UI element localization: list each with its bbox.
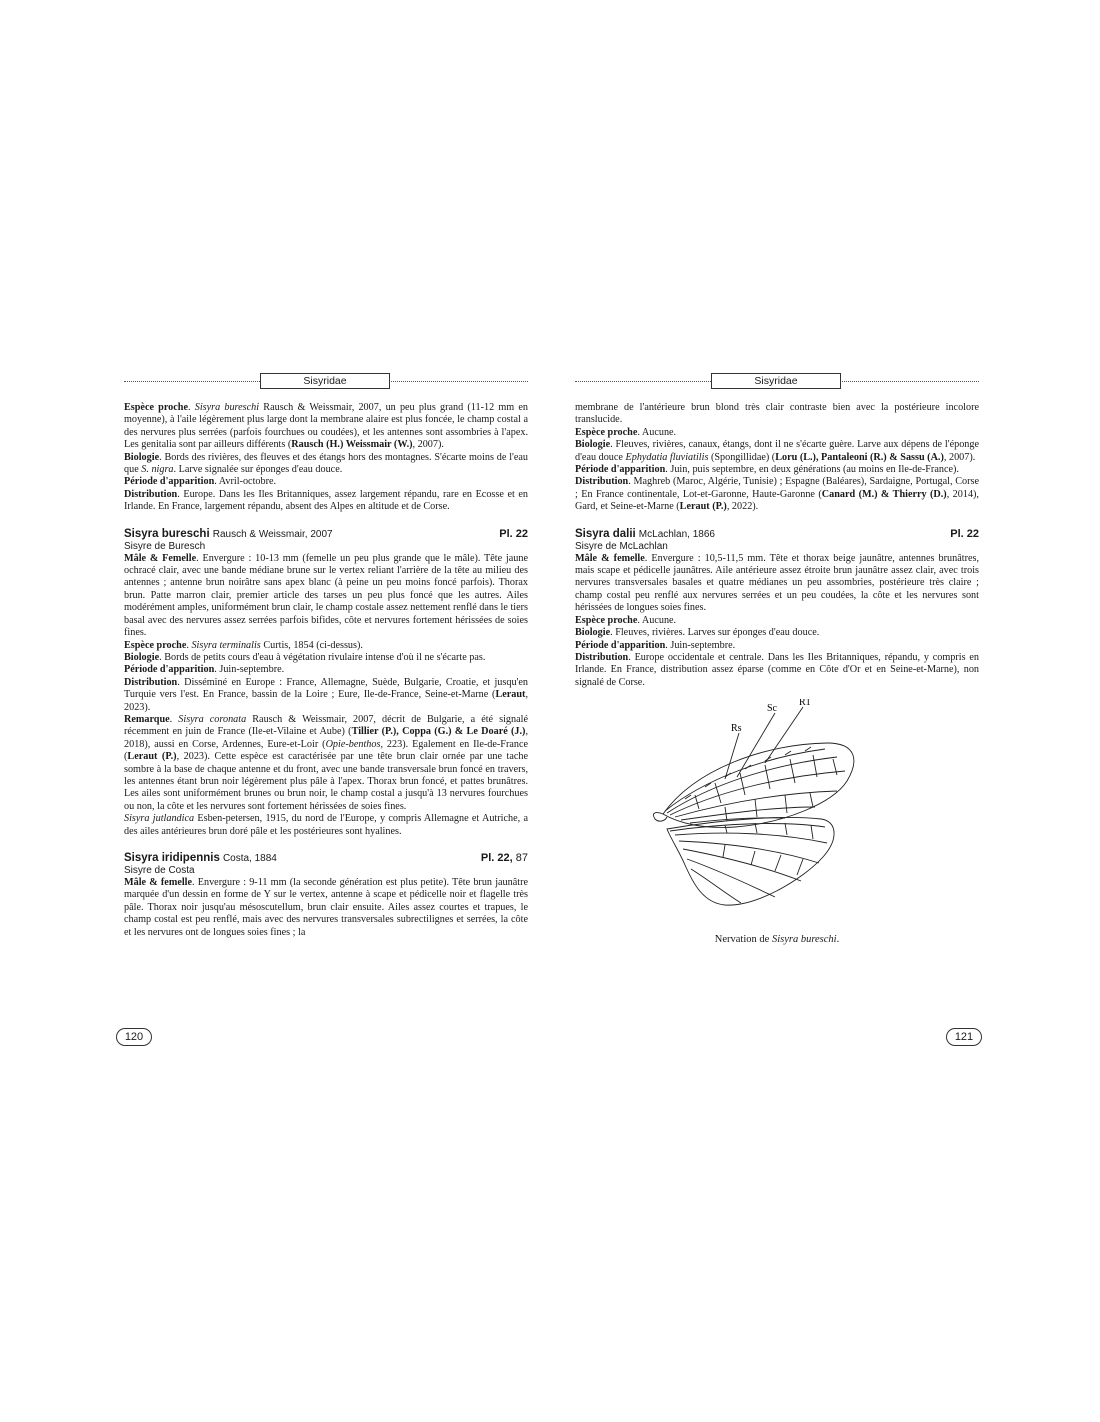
paragraph <box>124 664 528 676</box>
paragraph-text: . Maghreb (Maroc, Algérie, Tunisie) ; Espagne (Baléares), Sardaigne, Portugal, Corse ; En France continentale, Lot-et-Garonne, Haute-Garonne (Canard (M.) & Thierry (D.), 2014), Gard, et Seine-et-Marne (Leraut (P.), 2022). <box>575 476 979 513</box>
species-heading <box>124 528 528 541</box>
caption-species: Sisyra bureschi <box>771 934 837 946</box>
paragraph-text: . Fleuves, rivières. Larves sur éponges d'eau douce. <box>610 627 820 639</box>
paragraph-label: Période d'apparition <box>124 476 215 488</box>
page-number-left: 120 <box>116 1028 152 1046</box>
paragraph-text: Sisyra jutlandica Esben-petersen, 1915, du nord de l'Europe, y compris Allemagne et Autriche, a des ailes antérieures brun doré pâle et les postérieures sont hyalines. <box>124 813 528 837</box>
species-author: Costa, 1884 <box>222 853 277 864</box>
species-author: Rausch & Weissmair, 2007 <box>212 528 333 540</box>
paragraph-text: membrane de l'antérieure brun blond très clair contraste bien avec la postérieure incolore translucide. <box>575 402 979 426</box>
paragraph <box>124 489 528 514</box>
paragraph-text: . Aucune. <box>637 614 677 626</box>
intro-section <box>124 402 528 514</box>
paragraph-text: . Europe. Dans les Iles Britanniques, assez largement répandu, rare en Ecosse et en Irlande. En France, largement répandu, absent des Alpes en altitude et de Corse. <box>124 488 528 513</box>
species-author: McLachlan, 1866 <box>638 528 715 540</box>
paragraph <box>124 402 528 452</box>
paragraph <box>124 452 528 477</box>
paragraph <box>575 553 979 615</box>
paragraph-text: . Bords des rivières, des fleuves et des étangs hors des montagnes. S'écarte moins de l'eau que S. nigra. Larve signalée sur éponges d'eau douce. <box>124 451 528 476</box>
paragraph-label: Espèce proche <box>575 426 638 438</box>
paragraph <box>575 464 979 476</box>
page-number-right: 121 <box>946 1028 982 1046</box>
paragraph <box>575 427 979 439</box>
paragraph-text: . Envergure : 9-11 mm (la seconde génération est plus petite). Tête brun jaunâtre marquée d'un dessin en forme de Y sur le vertex, antenne à scape et pédicelle noir et flagelle très pâle. Thorax noir jusqu'au mésoscutellum, brun clair ensuite. Ailes assez courtes et trapues, le champ costal est peu renflé, mais avec des nervures transversales subrectilignes et serrées, la côte et les nervures ont de longues soies fines ; la <box>124 877 528 938</box>
paragraph-text: . Avril-octobre. <box>214 476 277 488</box>
common-name: Sisyre de Buresch <box>124 540 206 552</box>
paragraph <box>124 553 528 640</box>
paragraph-text: . Juin-septembre. <box>214 664 285 676</box>
paragraph-label: Mâle & femelle <box>575 552 645 564</box>
paragraph-label: Biologie <box>124 651 160 663</box>
paragraph-label: Biologie <box>575 439 611 451</box>
paragraph-label: Distribution <box>124 488 178 500</box>
wing-illustration <box>575 699 979 929</box>
species-heading <box>124 852 528 865</box>
paragraph-label: Distribution <box>124 676 178 688</box>
figure-caption <box>575 934 979 945</box>
paragraph-text: . Sisyra coronata Rausch & Weissmair, 2007, décrit de Bulgarie, a été signalé récemment en juin de France (Ile-et-Vilaine et Aube) (Tillier (P.), Coppa (G.) & Le Doaré (J.), 2018), aussi en Corse, Ardennes, Eure-et-Loir (Opie-benthos, 223). Egalement en Ile-de-France (Leraut (P.), 2023). Cette espèce est caractérisée par une tête brun clair ornée par une tache sombre à la base de chaque antenne et du front, avec une bande transversale brun foncé en travers, les antennes étant brun noir légèrement plus pâle à l'apex. Thorax brun foncé, et pattes brunâtres. Les ailes sont uniformément brunes ou brun noir, le champ costal a jusqu'à 13 nervures fourchues ou non, la côte et les nervures sont fortement hérissées de soies fines. <box>124 713 528 812</box>
intro-section <box>575 402 979 514</box>
common-name: Sisyre de McLachlan <box>575 540 668 552</box>
paragraph-text: . Sisyra bureschi Rausch & Weissmair, 2007, un peu plus grand (11-12 mm en moyenne), à l'aile légèrement plus large dont la membrane alaire est plus foncée, le champ costal a des nervures plus serrées (parfois fourchues ou coudées), et les antennes sont assombries à l'apex. Les genitalia sont par ailleurs différents (Rausch (H.) Weissmair (W.), 2007). <box>124 402 529 451</box>
paragraph-label: Période d'apparition <box>124 664 215 676</box>
paragraph-text: . Envergure : 10-13 mm (femelle un peu plus grande que le mâle). Tête jaune ochracé clair, avec une bande médiane brune sur le vertex reliant l'arrière de la tête au milieu des antennes ; antenne brun noirâtre sans apex blanc (à peine un peu moins foncé parfois). Thorax brun. Patte marron clair, premier article des tarses un peu plus foncé que les autres. Ailes modérément amples, uniformément brun clair, le champ costale assez nettement renflé dans le tiers basal avec des nervures assez serrées parfois bifides, côte et nervures fortement hérissées de soies fines. <box>124 552 528 639</box>
label-r1: R1 <box>799 699 811 709</box>
paragraph-label: Espèce proche <box>124 402 188 413</box>
paragraph-text: . Fleuves, rivières, canaux, étangs, dont il ne s'écarte guère. Larve aux dépens de l'éponge d'eau douce Ephydatia fluviatilis (Spongillidae) (Loru (L.), Pantaleoni (R.) & Sassu (A.), 2007). <box>575 439 979 463</box>
wing-venation-figure <box>575 699 979 949</box>
paragraph-label: Période d'apparition <box>575 464 666 476</box>
paragraph <box>575 476 979 513</box>
plate-number: Pl. 22, <box>480 852 513 864</box>
label-sc: Sc <box>767 703 777 715</box>
species-name: Sisyra dalii <box>575 527 636 540</box>
header-title: Sisyridae <box>260 373 390 389</box>
paragraph-label: Espèce proche <box>575 614 638 626</box>
caption-suffix: . <box>836 934 840 946</box>
paragraph <box>124 677 528 714</box>
paragraph <box>124 640 528 652</box>
label-rs: Rs <box>731 723 742 735</box>
paragraph-label: Période d'apparition <box>575 639 666 651</box>
paragraph <box>124 877 528 939</box>
left-page <box>124 372 528 939</box>
running-header <box>124 372 528 390</box>
paragraph-label: Espèce proche <box>124 639 187 651</box>
paragraph <box>124 652 528 664</box>
paragraph <box>575 402 979 427</box>
right-page <box>575 372 979 949</box>
paragraph <box>575 627 979 639</box>
header-title: Sisyridae <box>711 373 841 389</box>
species-name: Sisyra bureschi <box>124 527 210 540</box>
running-header <box>575 372 979 390</box>
caption-prefix: Nervation de <box>714 934 772 946</box>
common-name: Sisyre de Costa <box>124 865 195 876</box>
paragraph <box>575 439 979 464</box>
paragraph-text: . Bords de petits cours d'eau à végétation rivulaire intense d'où il ne s'écarte pas. <box>159 651 486 663</box>
paragraph <box>124 714 528 813</box>
paragraph <box>124 813 528 838</box>
paragraph-text: . Disséminé en Europe : France, Allemagne, Suède, Bulgarie, Croatie, et jusqu'en Turquie vers l'est. En France, bassin de la Loire ; Eure, Ile-de-France, Seine-et-Marne (Leraut, 2023). <box>124 676 528 713</box>
plate-ref <box>481 852 528 865</box>
paragraph <box>575 652 979 689</box>
paragraph-text: . Envergure : 10,5-11,5 mm. Tête et thorax beige jaunâtre, antennes brunâtres, mais scape et pédicelle jaunâtres. Aile antérieure assez étroite brun jaunâtre assez clair, avec trois nervures transversales basales et quatre médianes un peu assombries, postérieure très claire ; champ costal peu renflé aux nervures serrées et un peu coudées, la côte et les nervures sont hérissées de longues soies fines. <box>575 552 980 614</box>
paragraph-label: Mâle & femelle <box>124 877 193 888</box>
species-heading <box>575 528 979 541</box>
species-description <box>124 553 528 838</box>
species-description <box>575 553 979 689</box>
species-name: Sisyra iridipennis <box>124 852 220 864</box>
paragraph <box>575 640 979 652</box>
plate-ref: Pl. 22 <box>950 527 979 540</box>
paragraph-text: . Juin, puis septembre, en deux générations (au moins en Ile-de-France). <box>665 464 959 476</box>
paragraph-label: Biologie <box>124 451 160 463</box>
paragraph-label: Distribution <box>575 651 629 663</box>
paragraph-text: . Europe occidentale et centrale. Dans les Iles Britanniques, répandu, y compris en Irlande. En France, distribution assez éparse (comme en Côte d'Or et en Seine-et-Marne), non signalé de Corse. <box>575 651 979 688</box>
paragraph-label: Remarque <box>124 713 170 725</box>
paragraph-label: Distribution <box>575 476 629 488</box>
species-description <box>124 877 528 939</box>
paragraph-label: Biologie <box>575 627 611 639</box>
paragraph <box>124 476 528 488</box>
plate-ref: Pl. 22 <box>499 527 528 540</box>
paragraph <box>575 615 979 627</box>
paragraph-label: Mâle & Femelle <box>124 552 197 564</box>
plate-extra: 87 <box>512 852 528 864</box>
paragraph-text: . Sisyra terminalis Curtis, 1854 (ci-dessus). <box>186 639 363 651</box>
paragraph-text: . Aucune. <box>637 426 677 438</box>
paragraph-text: . Juin-septembre. <box>665 639 736 651</box>
